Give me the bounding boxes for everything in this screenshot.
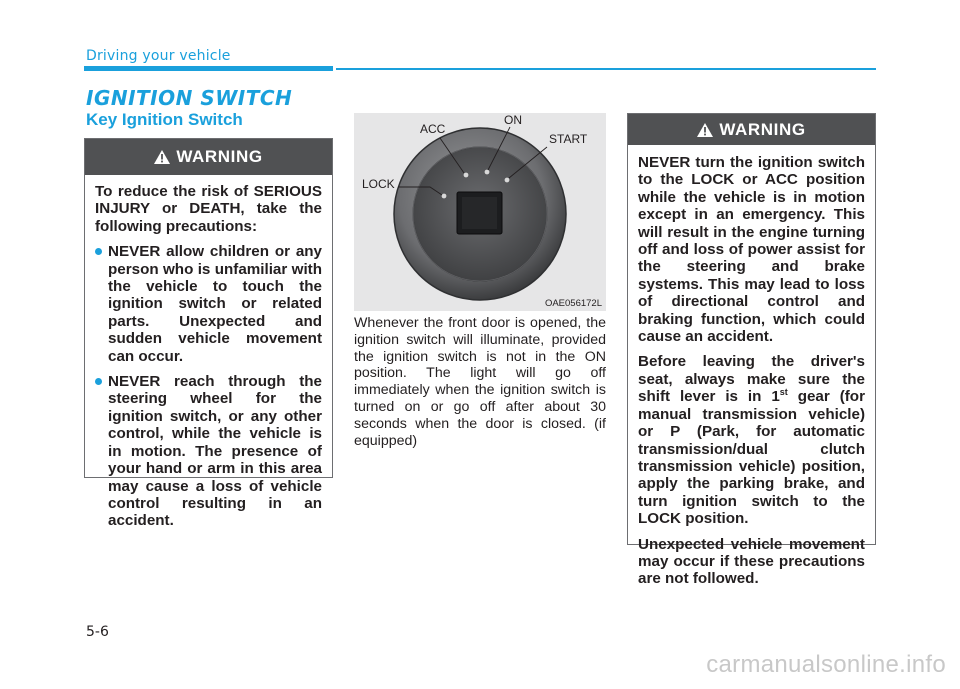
warning-bullet: NEVER reach through the steering wheel for the ignition switch, or any other control, while the vehicle is in motion. The presence of your hand or arm in this area may cause a loss of vehicle control resulting in an accident. (95, 373, 322, 530)
watermark: carmanualsonline.info (706, 651, 946, 678)
section-title: IGNITION SWITCH (86, 86, 293, 110)
figure-code: OAE056172L (544, 298, 602, 309)
chapter-title: Driving your vehicle (86, 48, 231, 64)
warning-header (85, 139, 332, 175)
body-paragraph: Whenever the front door is opened, the ignition switch will illuminate, provided the ignition switch is not in the ON position. The light will go off immediately when the ignition switch is turned on or go off after about 30 seconds when the door is closed. (if equipped) (354, 315, 606, 449)
label-on: ON (504, 113, 522, 127)
bullet-dot (95, 248, 102, 255)
ignition-switch-illustration (354, 113, 606, 311)
warning-box-left (84, 138, 333, 530)
warning-paragraph: Before leaving the driver's seat, always make sure the shift lever is in 1st gear (for manual transmission vehicle) or P (Park, for automatic transmission/dual clutch transmission vehicle) position, apply the parking brake, and turn ignition switch to the LOCK position. (638, 353, 865, 528)
warning-label: WARNING (176, 147, 263, 166)
warning-triangle-icon (154, 150, 170, 164)
label-acc: ACC (420, 122, 446, 136)
label-start: START (549, 132, 588, 146)
warning-paragraph: Unexpected vehicle movement may occur if these precautions are not followed. (638, 535, 865, 588)
warning-label: WARNING (719, 119, 806, 139)
warning-paragraph: NEVER turn the ignition switch to the LOCK or ACC position while the vehicle is in motion except in an emergency. This will result in the engine turning off and loss of power assist for the steering and brake systems. This may lead to loss of directional control and braking function, which could cause an accident. (638, 154, 865, 346)
page-number: 5-6 (86, 624, 109, 640)
header-rule-thin (336, 68, 876, 70)
warning-box-right (627, 113, 876, 588)
warning-bullet: NEVER allow children or any person who is unfamiliar with the vehicle to touch the ignition switch or related parts. Unexpected and sudden vehicle movement can occur. (95, 243, 322, 365)
bullet-dot (95, 378, 102, 385)
warning-header (628, 114, 875, 145)
warning-triangle-icon (697, 123, 713, 137)
label-lock: LOCK (362, 177, 395, 191)
header-rule-thick (84, 66, 333, 71)
ignition-switch-figure (354, 113, 606, 311)
warning-intro: To reduce the risk of SERIOUS INJURY or DEATH, take the following precautions: (95, 183, 322, 235)
section-subtitle: Key Ignition Switch (86, 110, 243, 129)
